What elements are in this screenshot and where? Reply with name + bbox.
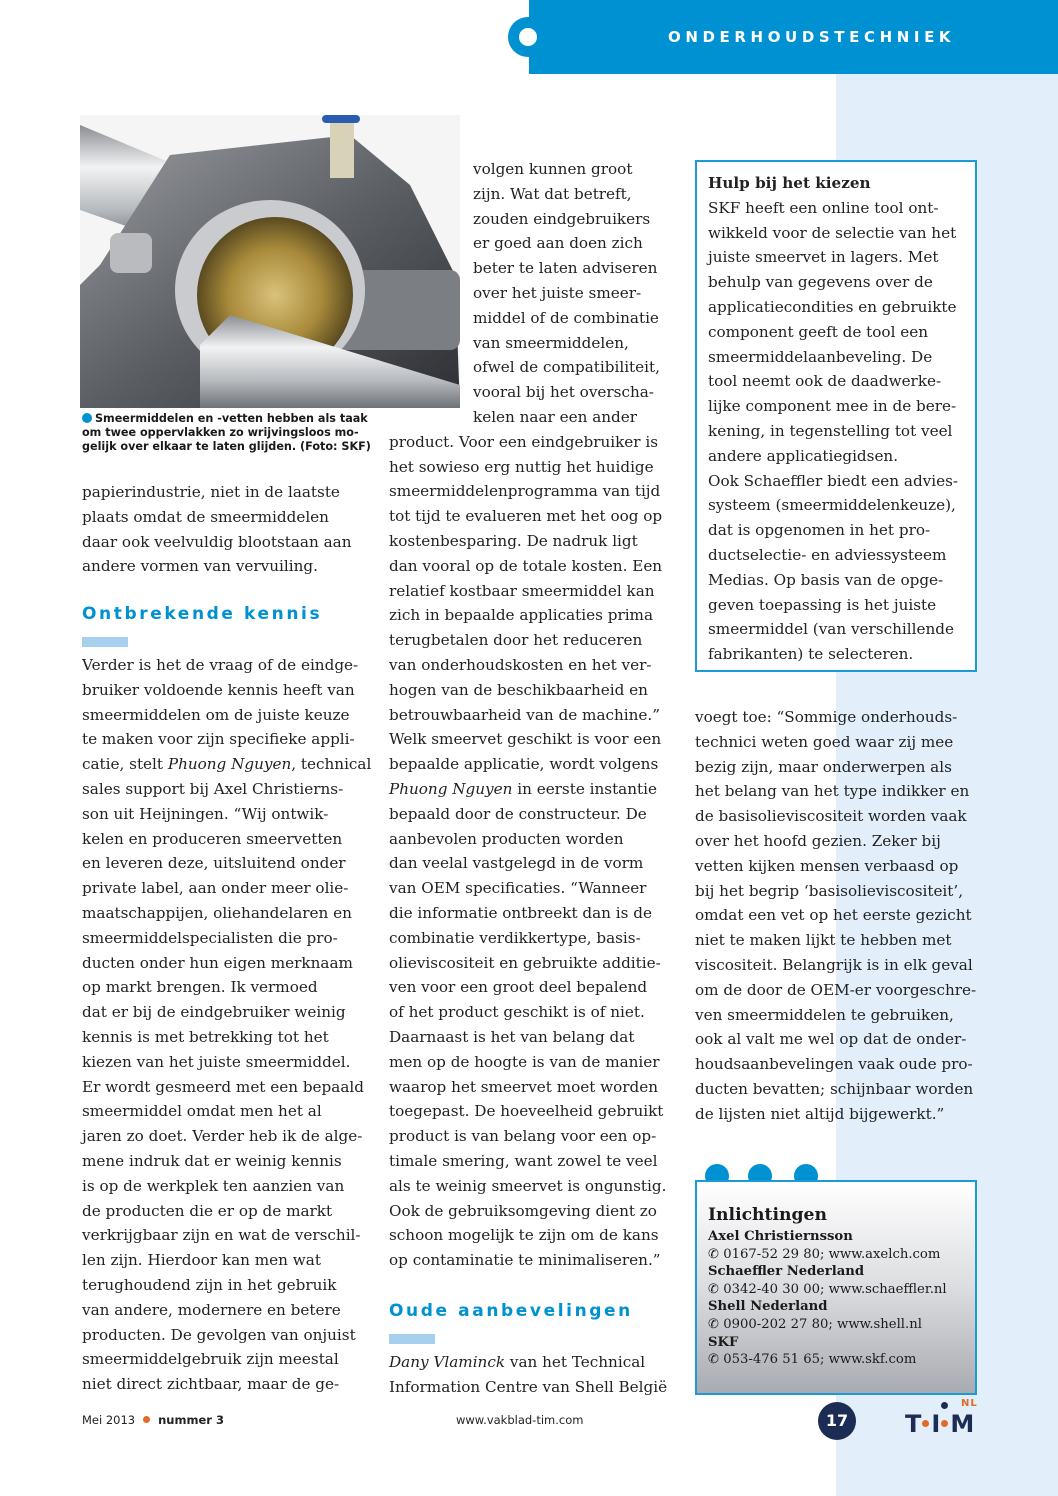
text-line: len zijn. Hierdoor kan men wat	[82, 1251, 321, 1270]
text-line: combinatie verdikkertype, basis-	[389, 928, 641, 947]
text-line: de lijsten niet altijd bijgewerkt.”	[695, 1104, 945, 1123]
text-line: lijke component mee in de bere-	[708, 397, 957, 416]
text-line: juiste smeervet in lagers. Met	[708, 248, 939, 267]
text-line: of het product geschikt is of niet.	[389, 1003, 645, 1022]
contact-details	[708, 1281, 975, 1299]
tim-logo	[905, 1398, 985, 1440]
text-line: voegt toe: “Sommige onderhouds-	[695, 708, 958, 726]
text-line: Ook de gebruiksomgeving dient zo	[389, 1201, 657, 1220]
text-line: beter te laten adviseren	[473, 259, 658, 278]
text-line: als te weinig smeervet is ongunstig.	[389, 1176, 667, 1195]
contact-box-title: Inlichtingen	[708, 1205, 827, 1225]
article-column-2-after-heading	[389, 1350, 679, 1400]
contact-organization: Axel Christiernsson	[708, 1229, 853, 1244]
text-line: op contaminatie te minimaliseren.”	[389, 1251, 661, 1270]
text-line: smeermiddelspecialisten die pro-	[82, 928, 338, 947]
text-line: kelen naar een ander	[473, 407, 638, 426]
article-column-1-body	[82, 653, 372, 1397]
contact-phone: 053-476 51 65;	[723, 1352, 829, 1368]
article-column-2-body	[389, 430, 679, 1273]
text-line: zijn. Wat dat betreft,	[473, 184, 632, 203]
text-line: niet te maken lijkt te hebben met	[695, 931, 952, 950]
text-line: Daarnaast is het van belang dat	[389, 1027, 635, 1046]
bearing-photo-illustration	[80, 115, 460, 408]
text-line: son uit Heijningen. “Wij ontwik-	[82, 804, 329, 823]
text-line: plaats omdat de smeermiddelen	[82, 507, 329, 526]
text-line: smeermiddel omdat men het al	[82, 1102, 322, 1121]
text-line: zouden eindgebruikers	[473, 209, 651, 228]
text-line: van andere, modernere en betere	[82, 1300, 341, 1319]
page-number-badge: 17	[818, 1402, 856, 1440]
text-line: terughoudend zijn in het gebruik	[82, 1275, 337, 1294]
text-line: jaren zo doet. Verder heb ik de alge-	[82, 1127, 363, 1146]
text-line: het sowieso erg nuttig het huidige	[389, 457, 654, 476]
caption-line: Smeermiddelen en -vetten hebben als taak	[95, 412, 368, 425]
text-line: kening, in tegenstelling tot veel	[708, 421, 953, 440]
text-line: terugbetalen door het reduceren	[389, 631, 643, 650]
text-line: vooral bij het overscha-	[473, 383, 654, 402]
text-line: Phuong Nguyen in eerste instantie	[389, 779, 657, 798]
sidebar-box-hulp-bij-het-kiezen	[695, 160, 977, 672]
text-line: zich in bepaalde applicaties prima	[389, 606, 654, 625]
contact-info-box	[695, 1180, 977, 1395]
person-name: Phuong Nguyen	[167, 755, 292, 774]
text-line: schoon mogelijk te zijn om de kans	[389, 1226, 659, 1245]
phone-icon: ✆	[708, 1316, 724, 1332]
contact-organization: Shell Nederland	[708, 1299, 828, 1315]
footer-separator-dot-icon	[143, 1416, 150, 1423]
text-line: Information Centre van Shell België	[389, 1377, 668, 1396]
text-line: het belang van het type indikker en	[695, 782, 970, 801]
footer-issue	[82, 1413, 224, 1427]
text-line: toegepast. De hoeveelheid gebruikt	[389, 1102, 664, 1121]
text-line: product. Voor een eindgebruiker is	[389, 432, 659, 451]
text-line: catie, stelt Phuong Nguyen, technical	[82, 755, 372, 774]
logo-dot-icon	[941, 1402, 948, 1409]
text-line: dan vooral op de totale kosten. Een	[389, 556, 663, 575]
phone-icon: ✆	[708, 1352, 724, 1368]
text-line: van smeermiddelen,	[473, 333, 629, 352]
text-line: papierindustrie, niet in de laatste	[82, 483, 340, 501]
article-column-3	[695, 705, 985, 1127]
text-line: kostenbesparing. De nadruk ligt	[389, 531, 638, 550]
text-line: houdsaanbevelingen vaak oude pro-	[695, 1055, 973, 1074]
text-line: timale smering, want zowel te veel	[389, 1151, 658, 1170]
text-line: te maken voor zijn specifieke appli-	[82, 730, 355, 749]
header-tab-dot-icon	[519, 28, 537, 46]
text-line: viscositeit. Belangrijk is in elk geval	[695, 955, 973, 974]
text-line: applicatiecondities en gebruikte	[708, 297, 957, 316]
text-line: producten. De gevolgen van onjuist	[82, 1325, 356, 1344]
text-line: bepaalde applicatie, wordt volgens	[389, 755, 659, 774]
contact-details	[708, 1351, 975, 1369]
text-line: dan veelal vastgelegd in de vorm	[389, 854, 644, 873]
text-line: hogen van de beschikbaarheid en	[389, 680, 648, 699]
text-line: kennis is met betrekking tot het	[82, 1027, 329, 1046]
text-line: maatschappijen, oliehandelaren en	[82, 903, 352, 922]
text-line: middel of de combinatie	[473, 308, 659, 327]
text-line: ducten onder hun eigen merknaam	[82, 953, 353, 972]
text-line: van onderhoudskosten en het ver-	[389, 655, 652, 674]
footer-website-link[interactable]: www.vakblad-tim.com	[456, 1413, 584, 1427]
text-line: smeermiddelen om de juiste keuze	[82, 705, 350, 724]
text-line: ven smeermiddelen te gebruiken,	[695, 1005, 954, 1024]
text-line: en leveren deze, uitsluitend onder	[82, 854, 346, 873]
heading-underline-bar	[82, 637, 128, 647]
text-line: over het juiste smeer-	[473, 283, 642, 302]
text-line: tot tijd te evalueren met het oog op	[389, 507, 663, 526]
caption-bullet-icon	[82, 413, 92, 423]
text-line: smeermiddelenprogramma van tijd	[389, 482, 661, 501]
text-line: sales support bij Axel Christierns-	[82, 779, 344, 798]
text-line: andere applicatiegidsen.	[708, 446, 899, 465]
bearing-photo	[80, 115, 460, 408]
text-line: dat is opgenomen in het pro-	[708, 521, 931, 540]
text-line: aanbevolen producten worden	[389, 829, 624, 848]
text-line: technici weten goed waar zij mee	[695, 732, 954, 751]
text-line: behulp van gegevens over de	[708, 273, 933, 292]
text-line: om de door de OEM-er voorgeschre-	[695, 980, 977, 999]
heading-ontbrekende-kennis: Ontbrekende kennis	[82, 604, 323, 624]
contact-phone: 0900-202 27 80;	[723, 1316, 838, 1332]
text-line: vetten kijken mensen verbaasd op	[695, 856, 959, 875]
contact-website-link[interactable]: www.axelch.com	[828, 1246, 941, 1262]
text-line: olieviscositeit en gebruikte additie-	[389, 953, 661, 972]
contact-phone: 0167-52 29 80;	[723, 1246, 829, 1262]
text-line: ook al valt me wel op dat de onder-	[695, 1030, 967, 1049]
phone-icon: ✆	[708, 1281, 724, 1297]
text-line: product is van belang voor een op-	[389, 1127, 657, 1146]
text-line: SKF heeft een online tool ont-	[708, 198, 939, 217]
text-line: mene indruk dat er weinig kennis	[82, 1151, 342, 1170]
contact-organization: SKF	[708, 1334, 739, 1350]
contact-website-link[interactable]: www.schaeffler.nl	[828, 1281, 947, 1297]
text-line: wikkeld voor de selectie van het	[708, 223, 957, 242]
heading-underline-bar	[389, 1334, 435, 1344]
text-line: andere vormen van vervuiling.	[82, 557, 318, 576]
sidebar-box-title: Hulp bij het kiezen	[708, 174, 871, 192]
text-line: component geeft de tool een	[708, 322, 929, 341]
caption-line: gelijk over elkaar te laten glijden. (Foto: SKF)	[82, 440, 371, 453]
text-line: bruiker voldoende kennis heeft van	[82, 680, 355, 699]
person-name: Phuong Nguyen	[389, 779, 513, 798]
footer-issue-number: nummer 3	[158, 1413, 224, 1427]
article-column-2-wrap	[473, 157, 673, 430]
footer-date: Mei 2013	[82, 1413, 136, 1427]
text-line: Welk smeervet geschikt is voor een	[389, 730, 662, 749]
text-line: op markt brengen. Ik vermoed	[82, 978, 318, 997]
text-line: geven toepassing is het juiste	[708, 595, 937, 614]
text-line: men op de hoogte is van de manier	[389, 1052, 660, 1071]
text-line: relatief kostbaar smeermiddel kan	[389, 581, 655, 600]
text-line: bezig zijn, maar onderwerpen als	[695, 757, 952, 776]
heading-oude-aanbevelingen: Oude aanbevelingen	[389, 1301, 633, 1321]
text-line: Dany Vlaminck van het Technical	[389, 1353, 646, 1371]
text-line: de producten die er op de markt	[82, 1201, 333, 1220]
contact-website-link[interactable]: www.skf.com	[828, 1352, 917, 1368]
contact-details	[708, 1316, 975, 1334]
text-line: fabrikanten) te selecteren.	[708, 645, 914, 664]
person-name: Dany Vlaminck	[389, 1353, 506, 1371]
text-line: bepaald door de constructeur. De	[389, 804, 647, 823]
text-line: over het hoofd gezien. Zeker bij	[695, 831, 941, 850]
text-line: private label, aan onder meer olie-	[82, 879, 349, 898]
text-line: tool neemt ook de daadwerke-	[708, 372, 942, 391]
text-line: Medias. Op basis van de opge-	[708, 570, 944, 589]
contact-phone: 0342-40 30 00;	[723, 1281, 829, 1297]
contact-website-link[interactable]: www.shell.nl	[837, 1316, 922, 1332]
text-line: omdat een vet op het eerste gezicht	[695, 906, 972, 925]
text-line: systeem (smeermiddelenkeuze),	[708, 496, 956, 515]
text-line: de basisolieviscositeit worden vaak	[695, 807, 967, 826]
caption-line: om twee oppervlakken zo wrijvingsloos mo-	[82, 426, 359, 439]
section-title: ONDERHOUDSTECHNIEK	[668, 28, 956, 46]
phone-icon: ✆	[708, 1246, 724, 1262]
article-column-1	[82, 480, 372, 579]
text-line: er goed aan doen zich	[473, 234, 643, 253]
text-line: waarop het smeervet moet worden	[389, 1077, 659, 1096]
text-line: volgen kunnen groot	[473, 160, 633, 178]
text-line: niet direct zichtbaar, maar de ge-	[82, 1375, 340, 1394]
text-line: ducten bevatten; schijnbaar worden	[695, 1079, 974, 1098]
text-line: betrouwbaarheid van de machine.”	[389, 705, 661, 724]
text-line: bij het begrip ‘basisolieviscositeit’,	[695, 881, 964, 900]
text-line: Verder is het de vraag of de eindge-	[82, 656, 359, 674]
text-line: Ook Schaeffler biedt een advies-	[708, 471, 959, 490]
text-line: ofwel de compatibiliteit,	[473, 358, 660, 377]
text-line: Er wordt gesmeerd met een bepaald	[82, 1077, 364, 1096]
contact-details	[708, 1246, 975, 1264]
text-line: kiezen van het juiste smeermiddel.	[82, 1052, 351, 1071]
text-line: is op de werkplek ten aanzien van	[82, 1176, 345, 1195]
text-line: smeermiddel (van verschillende	[708, 620, 954, 639]
text-line: daar ook veelvuldig blootstaan aan	[82, 532, 352, 551]
text-line: verkrijgbaar zijn en wat de verschil-	[82, 1226, 361, 1245]
text-line: smeermiddelgebruik zijn meestal	[82, 1350, 339, 1369]
text-line: die informatie ontbreekt dan is de	[389, 903, 652, 922]
text-line: dat er bij de eindgebruiker weinig	[82, 1003, 346, 1022]
contact-organization: Schaeffler Nederland	[708, 1264, 865, 1280]
logo-country: NL	[961, 1398, 978, 1409]
text-line: smeermiddelaanbeveling. De	[708, 347, 933, 366]
text-line: kelen en produceren smeervetten	[82, 829, 343, 848]
text-line: van OEM specificaties. “Wanneer	[389, 879, 647, 898]
text-line: ven voor een groot deel bepalend	[389, 978, 648, 997]
logo-wordmark: T I M	[905, 1410, 974, 1438]
text-line: ductselectie- en adviessysteem	[708, 545, 947, 564]
photo-caption	[82, 412, 382, 454]
